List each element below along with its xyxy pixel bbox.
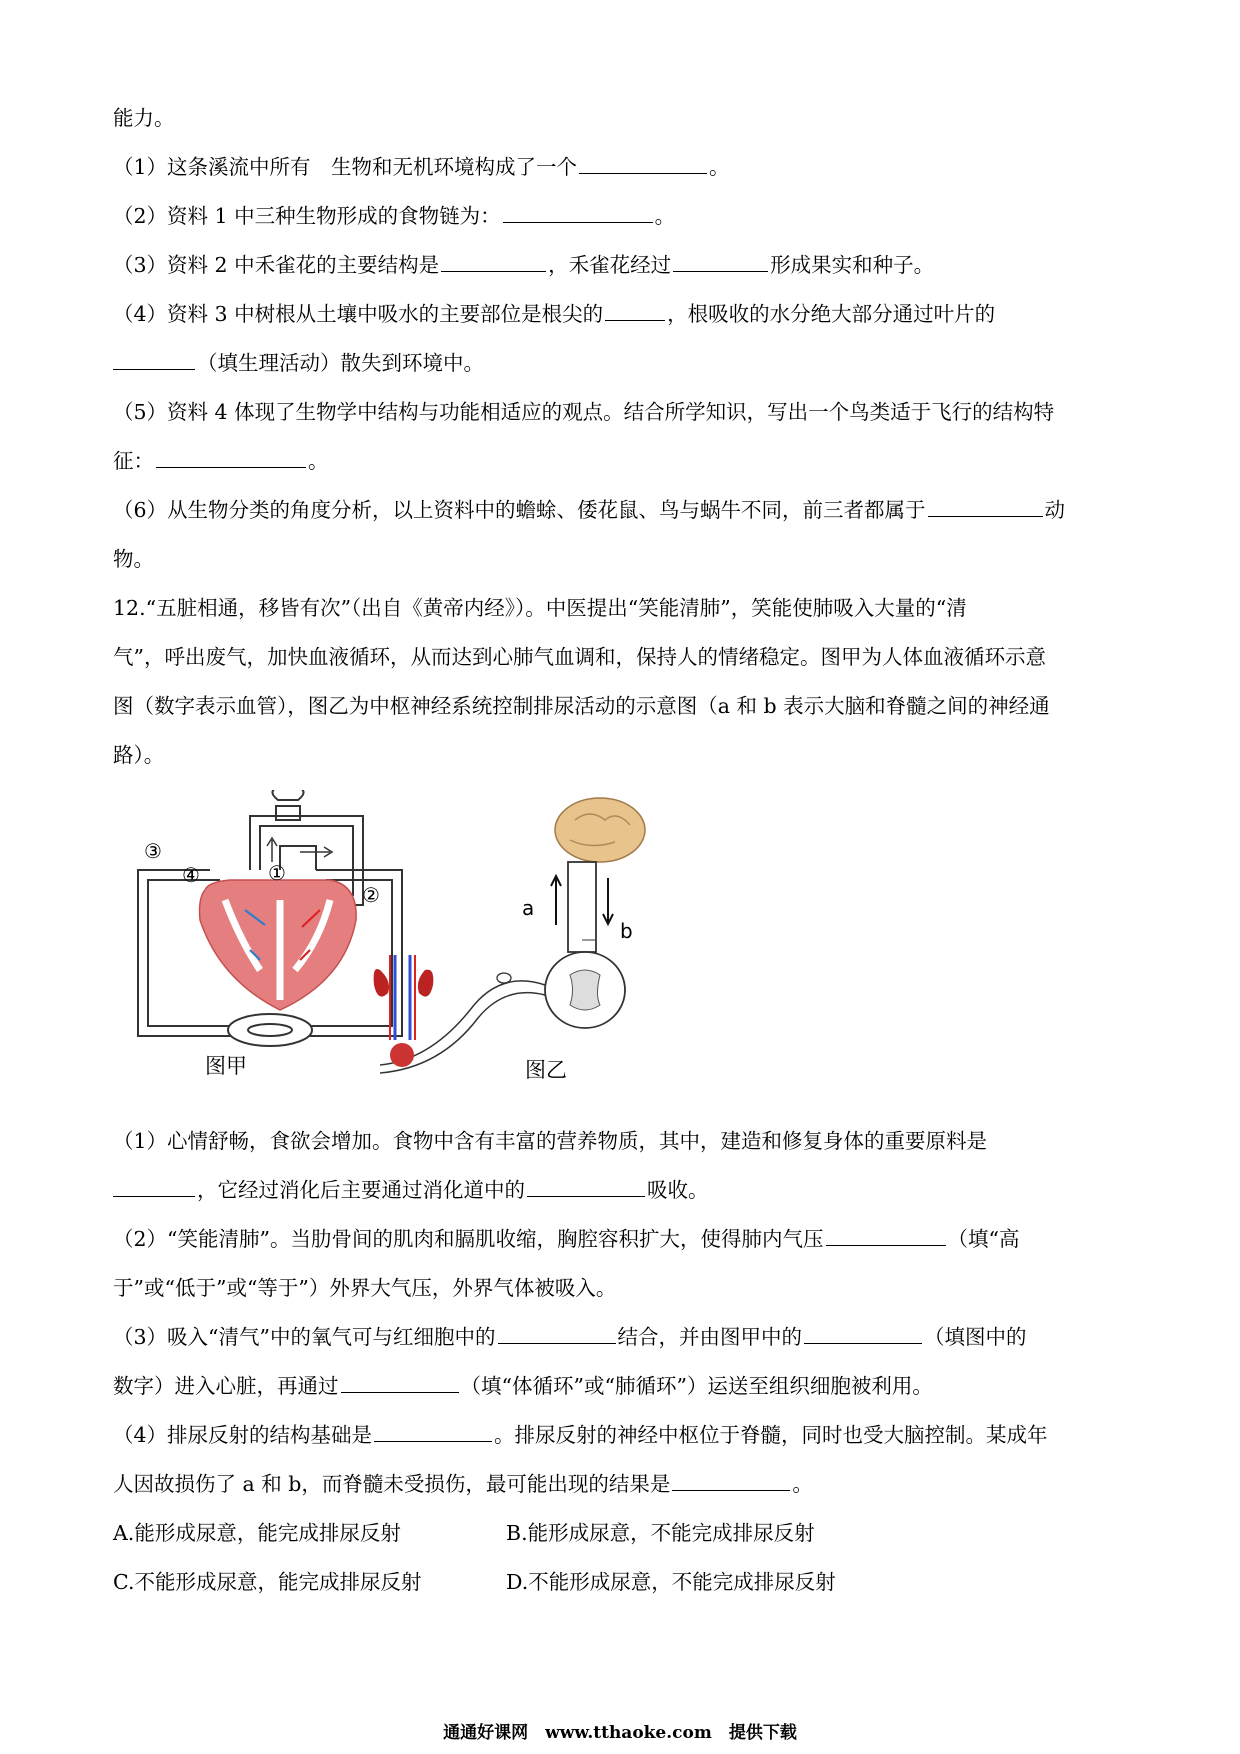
q12-sub4-text: （4）排尿反射的结构基础是 (113, 1423, 373, 1447)
answer-blank[interactable] (503, 202, 653, 223)
q12-figures (130, 790, 690, 1090)
vessel-label-1: ① (268, 861, 286, 885)
answer-blank[interactable] (441, 251, 546, 272)
q11-part6 (113, 496, 1122, 524)
answer-blank[interactable] (579, 153, 707, 174)
q11-part4-end: （填生理活动）散失到环境中。 (197, 351, 484, 375)
q12-stem-line: 12.“五脏相通，移皆有次”（出自《黄帝内经》）。中医提出“笑能清肺”，笑能使肺吸入大量的“清 (113, 596, 967, 620)
kidney-icon (374, 969, 389, 997)
option-d[interactable]: D.不能形成尿意，不能完成排尿反射 (506, 1570, 836, 1594)
answer-blank[interactable] (673, 251, 768, 272)
descending-arrow (603, 878, 613, 924)
vessel-label-4: ④ (182, 863, 200, 887)
answer-blank[interactable] (804, 1323, 922, 1344)
answer-blank[interactable] (341, 1372, 459, 1393)
q12-sub1-cont (113, 1176, 1122, 1204)
answer-blank[interactable] (672, 1470, 790, 1491)
heart-icon (200, 880, 357, 1010)
nerve-path-label-b: b (620, 919, 633, 943)
answer-blank[interactable] (498, 1323, 616, 1344)
q12-sub2-text: （2）“笑能清肺”。当肋骨间的肌肉和膈肌收缩，胸腔容积扩大，使得肺内气压 (113, 1227, 824, 1251)
q11-part6-text: （6）从生物分类的角度分析，以上资料中的蟾蜍、倭花鼠、鸟与蜗牛不同，前三者都属于 (113, 498, 926, 522)
q11-part1-text: （1）这条溪流中所有 生物和无机环境构成了一个 (113, 155, 578, 179)
pulmonary-connector (276, 806, 300, 820)
kidney-icon (418, 970, 433, 997)
q12-sub1-text: （1）心情舒畅，食欲会增加。食物中含有丰富的营养物质，其中，建造和修复身体的重要原料是 (113, 1129, 988, 1153)
q12-sub2-mid: （填“高 (947, 1227, 1020, 1251)
answer-blank[interactable] (527, 1176, 645, 1197)
circulation-and-nerve-diagram (130, 790, 690, 1090)
figure-a-caption: 图甲 (205, 1054, 247, 1078)
answer-blank[interactable] (605, 300, 665, 321)
answer-blank[interactable] (113, 349, 195, 370)
vessel-label-3: ③ (144, 839, 162, 863)
q11-part4-cont (113, 349, 1122, 377)
figure-b-caption: 图乙 (525, 1058, 567, 1082)
q11-part3-text: （3）资料 2 中禾雀花的主要结构是 (113, 253, 440, 277)
q12-sub1-end: 吸收。 (647, 1178, 709, 1202)
q11-intro-end: 能力。 (113, 106, 175, 130)
q12-sub4-mid: 。排尿反射的神经中枢位于脊髓，同时也受大脑控制。某成年 (494, 1423, 1048, 1447)
q12-sub3 (113, 1323, 1122, 1351)
q11-part4-mid: ，根吸收的水分绝大部分通过叶片的 (667, 302, 996, 326)
q11-part5-cont (113, 447, 1122, 475)
q12-sub4 (113, 1421, 1122, 1449)
q11-part3 (113, 251, 1122, 279)
q12-sub3-text: （3）吸入“清气”中的氧气可与红细胞中的 (113, 1325, 496, 1349)
q11-part1 (113, 153, 1122, 181)
q11-part6-mid: 动 (1044, 498, 1066, 522)
q12-sub4-end: 。 (792, 1472, 813, 1496)
answer-blank[interactable] (826, 1225, 946, 1246)
q11-part5-text2: 征： (113, 449, 154, 473)
q11-part3-end: 形成果实和种子。 (770, 253, 935, 277)
q11-part2-text: （2）资料 1 中三种生物形成的食物链为： (113, 204, 501, 228)
q12-sub3-end: （填“体循环”或“肺循环”）运送至组织细胞被利用。 (460, 1374, 933, 1398)
answer-blank[interactable] (374, 1421, 492, 1442)
q11-part1-end: 。 (709, 155, 730, 179)
q12-sub1-mid: ，它经过消化后主要通过消化道中的 (197, 1178, 525, 1202)
q12-sub3-cont (113, 1372, 1122, 1400)
q12-sub2 (113, 1225, 1122, 1253)
q11-part5-end: 。 (308, 449, 329, 473)
answer-blank[interactable] (156, 447, 306, 468)
tissue-capillary (228, 1014, 312, 1046)
q12-sub1 (113, 1127, 1122, 1155)
nerve-path-label-a: a (522, 896, 535, 920)
bladder-icon (390, 1043, 414, 1067)
q12-sub4-cont (113, 1470, 1122, 1498)
q11-part2 (113, 202, 1122, 230)
answer-blank[interactable] (928, 496, 1043, 517)
ascending-arrow (551, 876, 561, 925)
urination-nerve-diagram (374, 798, 645, 1073)
option-c[interactable]: C.不能形成尿意，能完成排尿反射 (113, 1570, 422, 1594)
q12-stem-line: 气”，呼出废气，加快血液循环，从而达到心肺气血调和，保持人的情绪稳定。图甲为人体血液循环示意 (113, 645, 1046, 669)
q11-part4-text: （4）资料 3 中树根从土壤中吸水的主要部位是根尖的 (113, 302, 604, 326)
q12-sub3-mid2: （填图中的 (924, 1325, 1027, 1349)
option-a[interactable]: A.能形成尿意，能完成排尿反射 (113, 1521, 401, 1545)
q12-sub3-text2: 数字）进入心脏，再通过 (113, 1374, 339, 1398)
spinal-tract (568, 862, 596, 952)
q12-sub2-cont: 于”或“低于”或“等于”）外界大气压，外界气体被吸入。 (113, 1276, 617, 1300)
q11-part5-text: （5）资料 4 体现了生物学中结构与功能相适应的观点。结合所学知识，写出一个鸟类适于飞行的结构特 (113, 400, 1055, 424)
q11-part4 (113, 300, 1122, 328)
q12-sub3-mid: 结合，并由图甲中的 (617, 1325, 803, 1349)
answer-blank[interactable] (113, 1176, 195, 1197)
lung-icon (272, 790, 303, 800)
q11-part6-cont: 物。 (113, 547, 154, 571)
page-footer: 通通好课网 www.tthaoke.com 提供下载 (443, 1723, 797, 1743)
option-b[interactable]: B.能形成尿意，不能完成排尿反射 (506, 1521, 815, 1545)
q12-stem-line: 路）。 (113, 743, 165, 767)
q11-part2-end: 。 (654, 204, 676, 228)
q12-sub4-text2: 人因故损伤了 a 和 b，而脊髓未受损伤，最可能出现的结果是 (113, 1472, 671, 1496)
brain-icon (555, 798, 645, 862)
q11-part3-mid: ，禾雀花经过 (548, 253, 672, 277)
q11-part5 (113, 398, 1122, 426)
q12-stem-line: 图（数字表示血管），图乙为中枢神经系统控制排尿活动的示意图（a 和 b 表示大脑和脊髓之间的神经通 (113, 694, 1050, 718)
vessel-label-2: ② (362, 883, 380, 907)
